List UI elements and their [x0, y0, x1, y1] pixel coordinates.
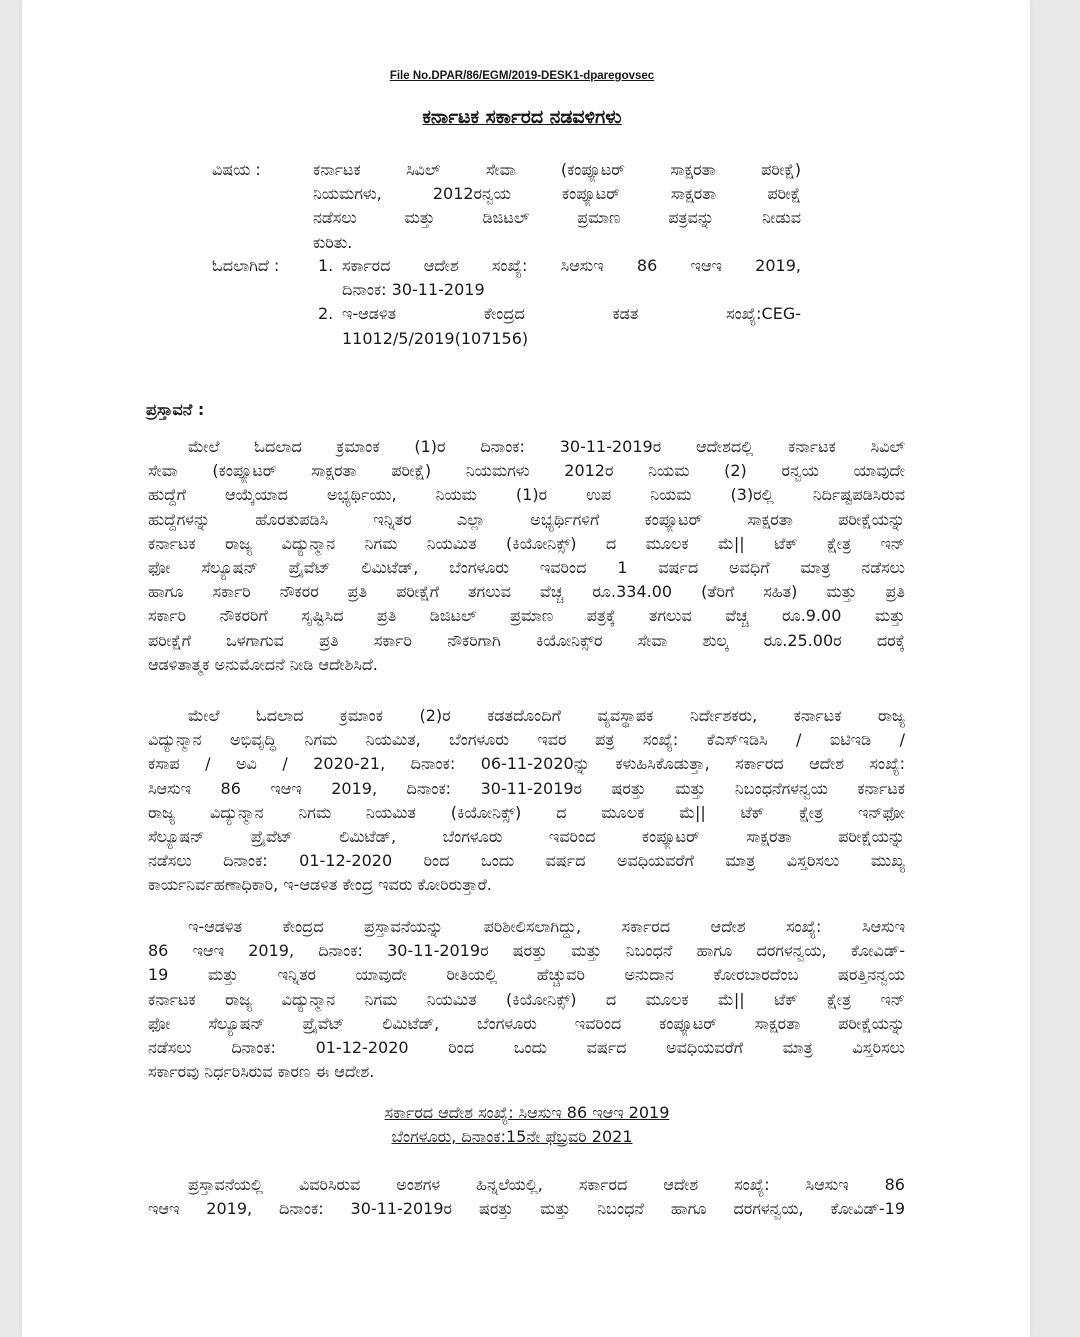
- file-number: File No.DPAR/86/EGM/2019-DESK1-dparegovsec: [389, 70, 655, 82]
- order-place-date: ಬೆಂಗಳೂರು, ದಿನಾಂಕ:15ನೇ ಫೆಬ್ರವರಿ 2021: [391, 1127, 633, 1146]
- text-line: ಹುದ್ದೆಗಳನ್ನು ಹೊರತುಪಡಿಸಿ ಇನ್ನಿತರ ಎಲ್ಲಾ ಅಭ್ಯರ್ಥಿಗಳಿಗೆ ಕಂಪ್ಯೂಟರ್ ಸಾಕ್ಷರತಾ ಪರೀಕ್ಷೆಯನ್ನು: [148, 509, 905, 529]
- subject-label: [212, 158, 261, 182]
- text-line: ಕುರಿತು.: [313, 232, 353, 252]
- text-line: ಕರ್ನಾಟಕ ರಾಜ್ಯ ವಿದ್ಯುನ್ಮಾನ ನಿಗಮ ನಿಯಮಿತ (ಕಿಯೋನಿಕ್ಸ್) ದ ಮೂಲಕ ಮೆ|| ಟೆಕ್ ಕ್ಷೇತ್ರ ಇನ್: [148, 989, 905, 1009]
- references-label: [212, 254, 279, 278]
- text-line: ದಿನಾಂಕ: 30-11-2019: [342, 280, 485, 300]
- text-line: ಸೇವಾ (ಕಂಪ್ಯೂಟರ್ ಸಾಕ್ಷರತಾ ಪರೀಕ್ಷೆ) ನಿಯಮಗಳು 2012ರ ನಿಯಮ (2) ರನ್ವಯ ಯಾವುದೇ: [148, 461, 905, 481]
- paragraph-3: [148, 915, 905, 1084]
- text-line: ಇ-ಆಡಳಿತ ಕೇಂದ್ರದ ಪ್ರಸ್ತಾವನೆಯನ್ನು ಪರಿಶೀಲಿಸಲಾಗಿದ್ದು, ಸರ್ಕಾರದ ಆದೇಶ ಸಂಖ್ಯೆ: ಸಿಆಸುಇ: [188, 917, 905, 936]
- reference-number: [318, 278, 342, 302]
- text-line: ಕರ್ನಾಟಕ ರಾಜ್ಯ ವಿದ್ಯುನ್ಮಾನ ನಿಗಮ ನಿಯಮಿತ (ಕಿಯೋನಿಕ್ಸ್) ದ ಮೂಲಕ ಮೆ|| ಟೆಕ್ ಕ್ಷೇತ್ರ ಇನ್: [148, 533, 905, 553]
- text-line: 11012/5/2019(107156): [342, 328, 529, 348]
- order-number: ಸರ್ಕಾರದ ಆದೇಶ ಸಂಖ್ಯೆ: ಸಿಆಸುಇ 86 ಇಆಇ 2019: [384, 1103, 670, 1122]
- reference-item: [318, 302, 801, 326]
- document-title: ಕರ್ನಾಟಕ ಸರ್ಕಾರದ ನಡವಳಿಗಳು: [422, 106, 622, 128]
- reference-item: [318, 278, 801, 302]
- reference-number: 2.: [318, 304, 334, 324]
- references-list: [318, 254, 801, 351]
- text-line: ಸರ್ಕಾರದ ಆದೇಶ ಸಂಖ್ಯೆ: ಸಿಆಸುಇ 86 ಇಆಇ 2019,: [342, 256, 801, 275]
- text-line: ಇಆಇ 2019, ದಿನಾಂಕ: 30-11-2019ರ ಷರತ್ತು ಮತ್ತು ನಿಬಂಧನೆ ಹಾಗೂ ದರಗಳನ್ವಯ, ಕೋವಿಡ್-19: [148, 1199, 905, 1219]
- text-line: ಕಸಾಪ / ಅವಿ / 2020-21, ದಿನಾಂಕ: 06-11-2020ನ್ನು ಕಳುಹಿಸಿಕೊಡುತ್ತಾ, ಸರ್ಕಾರದ ಆದೇಶ ಸಂಖ್ಯೆ:: [148, 754, 905, 774]
- reference-item: [318, 254, 801, 278]
- references-label-text: ಓದಲಾಗಿದೆ :: [212, 256, 280, 275]
- text-line: ನಿಯಮಗಳು, 2012ರನ್ವಯ ಕಂಪ್ಯೂಟರ್ ಸಾಕ್ಷರತಾ ಪರೀಕ್ಷೆ: [313, 184, 801, 204]
- text-line: ಕರ್ನಾಟಕ ಸಿವಿಲ್ ಸೇವಾ (ಕಂಪ್ಯೂಟರ್ ಸಾಕ್ಷರತಾ ಪರೀಕ್ಷೆ): [313, 160, 801, 179]
- text-line: ಹಾಗೂ ಸರ್ಕಾರಿ ನೌಕರರ ಪ್ರತಿ ಪರೀಕ್ಷೆಗೆ ತಗಲುವ ವೆಚ್ಚ ರೂ.334.00 (ತೆರಿಗೆ ಸಹಿತ) ಮತ್ತು ಪ್ರತಿ: [148, 582, 905, 602]
- text-line: ಹುದ್ದೆಗೆ ಆಯ್ಕೆಯಾದ ಅಭ್ಯರ್ಥಿಯು, ನಿಯಮ (1)ರ ಉಪ ನಿಯಮ (3)ರಲ್ಲಿ ನಿರ್ದಿಷ್ಟಪಡಿಸಿರುವ: [148, 485, 905, 505]
- subject-label-text: ವಿಷಯ :: [212, 160, 261, 179]
- subject-text: [313, 158, 801, 255]
- final-paragraph: [148, 1173, 905, 1221]
- text-line: ಪ್ರಸ್ತಾವನೆಯಲ್ಲಿ ವಿವರಿಸಿರುವ ಅಂಶಗಳ ಹಿನ್ನಲೆಯಲ್ಲಿ, ಸರ್ಕಾರದ ಆದೇಶ ಸಂಖ್ಯೆ: ಸಿಆಸುಇ 86: [188, 1175, 905, 1194]
- text-line: ಇ-ಆಡಳಿತ ಕೇಂದ್ರದ ಕಡತ ಸಂಖ್ಯೆ:CEG-: [342, 304, 801, 324]
- text-line: ಮೇಲೆ ಓದಲಾದ ಕ್ರಮಾಂಕ (1)ರ ದಿನಾಂಕ: 30-11-2019ರ ಆದೇಶದಲ್ಲಿ ಕರ್ನಾಟಕ ಸಿವಿಲ್: [188, 437, 905, 456]
- paragraph-2: [148, 704, 905, 898]
- text-line: ಸಿಆಸುಇ 86 ಇಆಇ 2019, ದಿನಾಂಕ: 30-11-2019ರ ಷರತ್ತು ಮತ್ತು ನಿಬಂಧನೆಗಳನ್ವಯ ಕರ್ನಾಟಕ: [148, 778, 905, 798]
- text-line: ಫೋ ಸೆಲ್ಯೂಷನ್ ಪ್ರೈವೆಟ್ ಲಿಮಿಟೆಡ್, ಬೆಂಗಳೂರು ಇವರಿಂದ ಕಂಪ್ಯೂಟರ್ ಸಾಕ್ಷರತಾ ಪರೀಕ್ಷೆಯನ್ನು: [148, 1013, 905, 1033]
- text-line: ಕಾರ್ಯನಿರ್ವಹಣಾಧಿಕಾರಿ, ಇ-ಆಡಳಿತ ಕೇಂದ್ರ ಇವರು ಕೋರಿರುತ್ತಾರೆ.: [148, 875, 492, 895]
- reference-item: [318, 327, 801, 351]
- text-line: ಸರ್ಕಾರಿ ನೌಕರರಿಗೆ ಸೃಷ್ಟಿಸಿದ ಪ್ರತಿ ಡಿಜಿಟಲ್ ಪ್ರಮಾಣ ಪತ್ರಕ್ಕೆ ತಗಲುವ ವೆಚ್ಚ ರೂ.9.00 ಮತ್ತು: [148, 606, 905, 626]
- text-line: ಸೆಲ್ಯೂಷನ್ ಪ್ರೈವೆಟ್ ಲಿಮಿಟೆಡ್, ಬೆಂಗಳೂರು ಇವರಿಂದ ಕಂಪ್ಯೂಟರ್ ಸಾಕ್ಷರತಾ ಪರೀಕ್ಷೆಯನ್ನು: [148, 826, 905, 846]
- text-line: ಪರೀಕ್ಷೆಗೆ ಒಳಗಾಗುವ ಪ್ರತಿ ಸರ್ಕಾರಿ ನೌಕರಿಗಾಗಿ ಕಿಯೋನಿಕ್ಸ್‌ರ ಸೇವಾ ಶುಲ್ಕ ರೂ.25.00ರ ದರಕ್ಕೆ: [148, 630, 905, 650]
- text-line: ರಾಜ್ಯ ವಿದ್ಯುನ್ಮಾನ ನಿಗಮ ನಿಯಮಿತ (ಕಿಯೋನಿಕ್ಸ್) ದ ಮೂಲಕ ಮೆ|| ಟೆಕ್ ಕ್ಷೇತ್ರ ಇನ್‌ಫೋ: [148, 802, 905, 822]
- text-line: ಸರ್ಕಾರವು ನಿರ್ಧರಿಸಿರುವ ಕಾರಣ ಈ ಆದೇಶ.: [148, 1062, 375, 1082]
- reference-number: 1.: [318, 256, 334, 275]
- text-line: ನಡೆಸಲು ದಿನಾಂಕ: 01-12-2020 ರಿಂದ ಒಂದು ವರ್ಷದ ಅವಧಿಯವರೆಗೆ ಮಾತ್ರ ವಿಸ್ತರಿಸಲು: [148, 1037, 905, 1057]
- text-line: 86 ಇಆಇ 2019, ದಿನಾಂಕ: 30-11-2019ರ ಷರತ್ತು ಮತ್ತು ನಿಬಂಧನೆ ಹಾಗೂ ದರಗಳನ್ವಯ, ಕೋವಿಡ್-: [148, 941, 905, 961]
- text-line: ಆಡಳಿತಾತ್ಮಕ ಅನುಮೋದನೆ ನೀಡಿ ಆದೇಶಿಸಿದೆ.: [148, 654, 378, 674]
- preamble-heading: ಪ್ರಸ್ತಾವನೆ :: [146, 400, 205, 419]
- text-line: 19 ಮತ್ತು ಇನ್ನಿತರ ಯಾವುದೇ ರೀತಿಯಲ್ಲಿ ಹೆಚ್ಚುವರಿ ಅನುದಾನ ಕೋರಬಾರದೆಂಬ ಷರತ್ತಿನನ್ವಯ: [148, 965, 905, 985]
- text-line: ನಡೆಸಲು ಮತ್ತು ಡಿಜಿಟಲ್ ಪ್ರಮಾಣ ಪತ್ರವನ್ನು ನೀಡುವ: [313, 208, 801, 228]
- text-line: ಫೋ ಸೆಲ್ಯೂಷನ್ ಪ್ರೈವೆಟ್ ಲಿಮಿಟೆಡ್, ಬೆಂಗಳೂರು ಇವರಿಂದ 1 ವರ್ಷದ ಅವಧಿಗೆ ಮಾತ್ರ ನಡೆಸಲು: [148, 557, 905, 577]
- reference-number: [318, 327, 342, 351]
- paragraph-1: [148, 435, 905, 677]
- text-line: ಮೇಲೆ ಓದಲಾದ ಕ್ರಮಾಂಕ (2)ರ ಕಡತದೊಂದಿಗೆ ವ್ಯವಸ್ಥಾಪಕ ನಿರ್ದೇಶಕರು, ಕರ್ನಾಟಕ ರಾಜ್ಯ: [188, 706, 905, 725]
- text-line: ವಿದ್ಯುನ್ಮಾನ ಅಭಿವೃದ್ಧಿ ನಿಗಮ ನಿಯಮಿತ, ಬೆಂಗಳೂರು ಇವರ ಪತ್ರ ಸಂಖ್ಯೆ: ಕೆಎಸ್‌ಇಡಿಸಿ / ಐಟಿಇಡಿ /: [148, 730, 905, 750]
- text-line: ನಡೆಸಲು ದಿನಾಂಕ: 01-12-2020 ರಿಂದ ಒಂದು ವರ್ಷದ ಅವಧಿಯವರೆಗೆ ಮಾತ್ರ ವಿಸ್ತರಿಸಲು ಮುಖ್ಯ: [148, 851, 905, 871]
